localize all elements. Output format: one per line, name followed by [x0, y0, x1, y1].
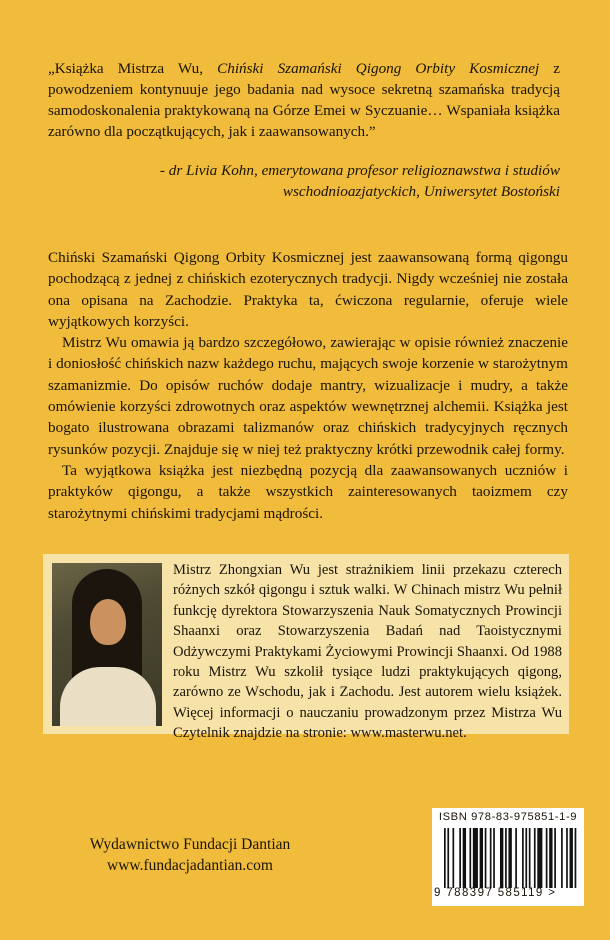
- quote-text-end: z powodzeniem kontynuuje jego badania nad wysoce sekretną szamańska tradycją samodoskonalenia praktykowaną na Górze Emei w Syczuanie… Wspaniała książka zarówno dla początkujących, jak i zaawansowanych.”: [48, 60, 561, 140]
- description-paragraph: Ta wyjątkowa książka jest niezbędną pozycją dla zaawansowanych uczniów i praktyków qigongu, a także wszystkich zainteresowanych taoizmem czy starożytnymi chińskimi tradycjami mądrości.: [48, 461, 568, 522]
- description-paragraph: Chiński Szamański Qigong Orbity Kosmicznej jest zaawansowaną formą qigongu pochodzącą z jednej z chińskich ezoterycznych tradycji. Nigdy wcześniej nie została ona opisana na Zachodzie. Praktyka ta, ćwiczona regularnie, oferuje wiele wyjątkowych korzyści.: [48, 249, 568, 330]
- book-description: [48, 247, 568, 524]
- quote-attribution: [60, 160, 560, 202]
- author-panel: [43, 554, 569, 742]
- quote-text-start: „Książka Mistrza Wu,: [48, 60, 218, 77]
- quoted-book-title: Chiński Szamański Qigong Orbity Kosmicznej: [217, 60, 540, 77]
- author-photo: [52, 563, 162, 726]
- publisher-website: www.fundacjadantian.com: [107, 857, 273, 874]
- endorsement-quote: [48, 58, 560, 142]
- barcode-bars-icon: [444, 828, 578, 888]
- isbn-label: ISBN 978-83-975851-1-9: [438, 811, 578, 823]
- publisher-info: [70, 834, 310, 876]
- description-paragraph: Mistrz Wu omawia ją bardzo szczegółowo, zawierając w opisie również znaczenie i doniosłość chińskich nazw każdego ruchu, mających swoje korzenie w starożytnym szamanizmie. Do opisów ruchów dodaje mantry, wizualizacje i mudry, a także omówienie korzyści zdrowotnych oraz aspektów wewnętrznej alchemii. Książka jest bogato ilustrowana obrazami talizmanów oraz chińskich tradycyjnych ręcznych rysunków pozycji. Znajduje się w niej też praktyczny krótki przewodnik całej formy.: [48, 334, 568, 458]
- ean-digits: 9 788397 585119 >: [434, 887, 557, 899]
- attribution-line-2: wschodnioazjatyckich, Uniwersytet Bostoński: [282, 183, 560, 200]
- attribution-line-1: - dr Livia Kohn, emerytowana profesor religioznawstwa i studiów: [159, 162, 560, 179]
- publisher-name: Wydawnictwo Fundacji Dantian: [89, 836, 291, 853]
- author-bio: Mistrz Zhongxian Wu jest strażnikiem linii przekazu czterech różnych szkół qigongu i sztuk walki. W Chinach mistrz Wu pełnił funkcję dyrektora Stowarzyszenia Nauk Somatycznych Prowincji Shaanxi oraz Stowarzyszenia Badań nad Taoistycznymi Odżywczymi Praktykami Życiowymi Prowincji Shaanxi. Od 1988 roku Mistrz Wu szkolił tysiące ludzi praktykujących qigong, zarówno ze Wschodu, jak i Zachodu. Jest autorem wielu książek. Więcej informacji o nauczaniu prowadzonym przez Mistrza Wu Czytelnik znajdzie na stronie: www.masterwu.net.: [173, 562, 562, 742]
- isbn-barcode: [432, 808, 584, 906]
